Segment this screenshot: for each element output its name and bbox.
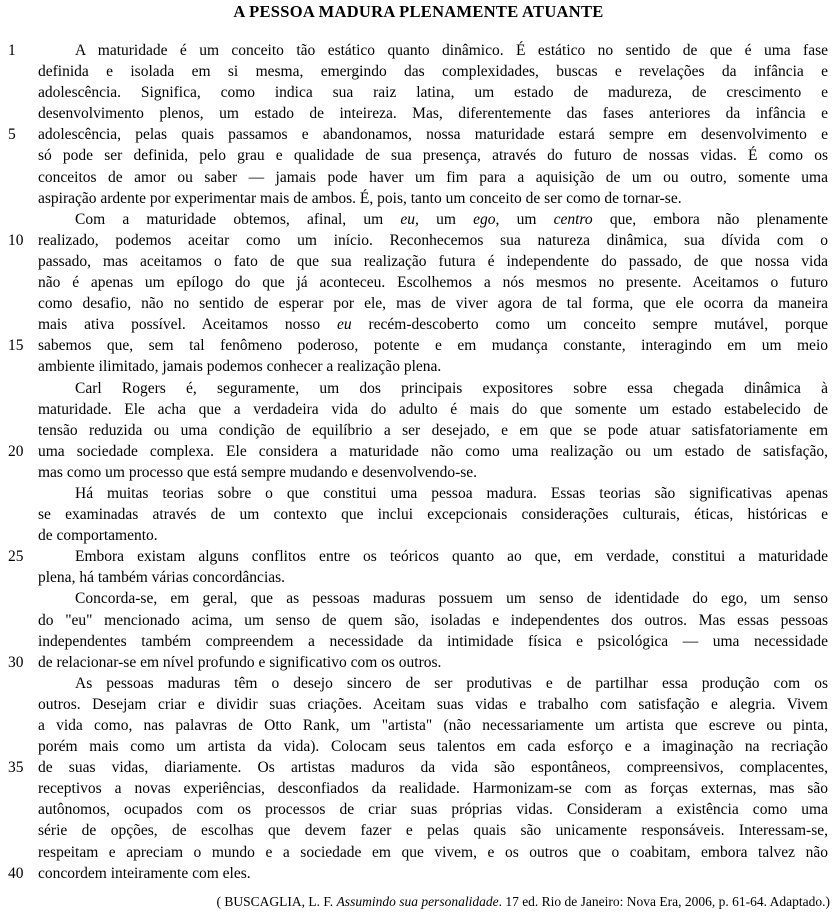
text-line-row bbox=[0, 209, 837, 230]
citation-book-title: Assumindo sua personalidade bbox=[336, 894, 499, 909]
text-line-row bbox=[0, 167, 837, 188]
text-segment: a vida como, nas palavras de Otto Rank, um "artista" (não necessariamente um artista que escreve ou pinta, bbox=[38, 717, 828, 734]
text-segment: mais ativa possível. Aceitamos nosso bbox=[38, 316, 337, 334]
line-number: 15 bbox=[8, 337, 24, 355]
text-line bbox=[38, 82, 837, 103]
text-line-row bbox=[0, 820, 837, 841]
line-number bbox=[0, 736, 38, 757]
line-number bbox=[0, 588, 38, 609]
line-number bbox=[0, 61, 38, 82]
text-line bbox=[38, 588, 837, 609]
line-number bbox=[0, 378, 38, 399]
line-number bbox=[0, 167, 38, 188]
text-line bbox=[38, 778, 837, 799]
text-line-row bbox=[0, 504, 837, 525]
line-number bbox=[0, 209, 38, 230]
text-segment: independentes também compreendem a necessidade da intimidade física e psicológica — uma necessidade bbox=[38, 632, 828, 650]
text-segment: Há muitas teorias sobre o que constitui uma pessoa madura. Essas teorias são significativas apenas bbox=[75, 484, 828, 502]
text-segment: porém mais como um artista da vida). Colocam seus talentos em cada esforço e a imaginação na recriação bbox=[38, 738, 828, 756]
text-line-row bbox=[0, 145, 837, 166]
line-number: 20 bbox=[8, 442, 24, 460]
text-line-row bbox=[0, 462, 837, 483]
line-number: 25 bbox=[8, 548, 24, 566]
text-line bbox=[38, 757, 837, 778]
text-line-row bbox=[0, 863, 837, 884]
italic-text-segment: centro bbox=[553, 210, 593, 228]
line-number bbox=[0, 799, 38, 820]
line-number bbox=[0, 610, 38, 631]
text-segment: As pessoas maduras têm o desejo sincero de ser produtivas e de partilhar essa produção com os bbox=[75, 674, 828, 692]
text-line bbox=[38, 673, 837, 694]
line-number bbox=[0, 103, 38, 124]
text-line bbox=[38, 251, 837, 272]
text-line-row bbox=[0, 736, 837, 757]
text-segment: aspiração ardente por experimentar mais de ambos. É, pois, tanto um conceito de ser como de tornar-se. bbox=[38, 189, 682, 207]
line-number bbox=[0, 293, 38, 314]
line-number bbox=[0, 145, 38, 166]
line-number bbox=[0, 525, 38, 546]
text-segment: de relacionar-se em nível profundo e significativo com os outros. bbox=[38, 653, 442, 671]
text-line-row bbox=[0, 40, 837, 61]
text-line bbox=[38, 736, 837, 757]
text-segment: plena, há também várias concordâncias. bbox=[38, 569, 286, 587]
text-line-row bbox=[0, 694, 837, 715]
text-segment: outros. Desejam criar e dividir suas criações. Aceitam suas vidas e trabalho com satisfação e alegria. Vivem bbox=[38, 695, 828, 713]
text-line-row bbox=[0, 715, 837, 736]
text-line bbox=[38, 799, 837, 820]
italic-text-segment: eu, bbox=[400, 210, 419, 228]
line-number bbox=[0, 399, 38, 420]
text-segment: adolescência. Significa, como indica sua raiz latina, um estado de madureza, de crescimento e bbox=[38, 84, 828, 102]
text-segment: A maturidade é um conceito tão estático quanto dinâmico. É estático no sentido de que é uma fase bbox=[75, 42, 828, 59]
text-segment: definida e isolada em si mesma, emergindo das complexidades, buscas e revelações da infância e bbox=[38, 63, 828, 81]
text-line bbox=[38, 293, 837, 314]
text-segment: tensão reduzida ou uma condição de equilíbrio a ser desejado, e em que se pode atuar satisfatoriamente em bbox=[38, 421, 828, 439]
text-line-row bbox=[0, 124, 837, 145]
text-line bbox=[38, 525, 837, 546]
text-line bbox=[38, 356, 837, 377]
text-segment: que, embora não plenamente bbox=[592, 210, 829, 228]
line-number bbox=[0, 715, 38, 736]
citation bbox=[217, 894, 831, 910]
line-number bbox=[0, 483, 38, 504]
text-line bbox=[38, 167, 837, 188]
text-line-row bbox=[0, 293, 837, 314]
text-line bbox=[38, 694, 837, 715]
text-line bbox=[38, 462, 837, 483]
text-line-row bbox=[0, 335, 837, 356]
text-line-row bbox=[0, 610, 837, 631]
text-line-row bbox=[0, 567, 837, 588]
text-segment: Concorda-se, em geral, que as pessoas maduras possuem um senso de identidade do ego, um senso bbox=[75, 590, 828, 608]
text-line bbox=[38, 209, 837, 230]
text-line-row bbox=[0, 251, 837, 272]
text-segment: maturidade. Ele acha que a verdadeira vida do adulto é mais do que somente um estado estabelecido de bbox=[38, 400, 828, 418]
line-number bbox=[0, 356, 38, 377]
document-title: A PESSOA MADURA PLENAMENTE ATUANTE bbox=[233, 2, 604, 21]
citation-post: . 17 ed. Rio de Janeiro: Nova Era, 2006, p. 61-64. Adaptado.) bbox=[498, 894, 830, 909]
text-line bbox=[38, 631, 837, 652]
line-number bbox=[0, 567, 38, 588]
text-line-row bbox=[0, 356, 837, 377]
text-segment: de suas vidas, diariamente. Os artistas maduros da vida são espontâneos, compreensivos, complacentes, bbox=[38, 759, 828, 777]
line-number bbox=[0, 314, 38, 335]
text-line-row bbox=[0, 673, 837, 694]
text-line bbox=[38, 145, 837, 166]
text-line-row bbox=[0, 420, 837, 441]
text-line-row bbox=[0, 399, 837, 420]
text-segment: um bbox=[418, 210, 474, 228]
line-number: 5 bbox=[8, 126, 16, 144]
citation-pre: ( BUSCAGLIA, L. F. bbox=[216, 894, 337, 909]
text-line-row bbox=[0, 842, 837, 863]
text-segment: respeitam e apreciam o mundo e a sociedade em que vivem, e os outros que o coabitam, embora talvez não bbox=[38, 843, 828, 861]
text-line-row bbox=[0, 314, 837, 335]
text-line bbox=[38, 820, 837, 841]
text-segment: realizado, podemos aceitar como um início. Reconhecemos sua natureza dinâmica, sua dívida com o bbox=[38, 231, 828, 249]
text-segment: Embora existam alguns conflitos entre os teóricos quanto ao que, em verdade, constitui a maturidade bbox=[75, 548, 828, 566]
text-line-row bbox=[0, 757, 837, 778]
text-line-row bbox=[0, 588, 837, 609]
text-line bbox=[38, 441, 837, 462]
italic-text-segment: eu bbox=[337, 316, 352, 334]
text-segment: de comportamento. bbox=[38, 527, 158, 545]
text-line bbox=[38, 567, 837, 588]
text-line-row bbox=[0, 546, 837, 567]
text-segment: se examinadas através de um contexto que inclui excepcionais considerações culturais, éticas, históricas e bbox=[38, 506, 828, 524]
text-line-row bbox=[0, 61, 837, 82]
text-line-row bbox=[0, 103, 837, 124]
text-segment: só pode ser definida, pelo grau e qualidade de sua presença, através do futuro de nossas vidas. É como os bbox=[38, 147, 828, 165]
text-line-row bbox=[0, 778, 837, 799]
text-line bbox=[38, 842, 837, 863]
text-line bbox=[38, 314, 837, 335]
text-segment: série de opções, de escolhas que devem fazer e pelas quais são unicamente responsáveis. Interessam-se, bbox=[38, 822, 828, 840]
text-line-row bbox=[0, 631, 837, 652]
text-line bbox=[38, 610, 837, 631]
line-number bbox=[0, 272, 38, 293]
line-number bbox=[0, 462, 38, 483]
text-line bbox=[38, 188, 837, 209]
text-line bbox=[38, 504, 837, 525]
text-segment: uma sociedade complexa. Ele considera a maturidade não como uma realização ou um estado de satisfação, bbox=[38, 442, 828, 460]
text-segment: concordem inteiramente com eles. bbox=[38, 864, 251, 882]
line-number: 40 bbox=[8, 864, 24, 882]
text-line-row bbox=[0, 188, 837, 209]
text-line bbox=[38, 863, 837, 884]
text-line bbox=[38, 420, 837, 441]
line-number bbox=[0, 251, 38, 272]
text-segment: autônomos, ocupados com os processos de criar suas próprias vidas. Consideram a existência como uma bbox=[38, 801, 828, 819]
text-segment: como desafio, não no sentido de esperar por ele, mas de viver agora de tal forma, que ele ocorra da maneira bbox=[38, 295, 828, 313]
text-line-row bbox=[0, 378, 837, 399]
text-line bbox=[38, 124, 837, 145]
text-line-row bbox=[0, 652, 837, 673]
text-segment: sabemos que, sem tal fenômeno poderoso, potente e em mudança constante, interagindo em um meio bbox=[38, 337, 828, 355]
text-line bbox=[38, 335, 837, 356]
line-number bbox=[0, 82, 38, 103]
line-number: 35 bbox=[8, 759, 24, 777]
line-number bbox=[0, 631, 38, 652]
line-number bbox=[0, 504, 38, 525]
text-line bbox=[38, 103, 837, 124]
line-number: 30 bbox=[8, 653, 24, 671]
text-segment: conceitos de amor ou saber — jamais pode haver um fim para a aquisição de um ou outro, somente uma bbox=[38, 168, 828, 186]
text-line-row bbox=[0, 525, 837, 546]
line-number bbox=[0, 673, 38, 694]
text-lines bbox=[0, 40, 837, 884]
text-line bbox=[38, 483, 837, 504]
text-segment: Carl Rogers é, seguramente, um dos principais expositores sobre essa chegada dinâmica à bbox=[75, 379, 828, 397]
text-segment: recém-descoberto como um conceito sempre mutável, porque bbox=[351, 316, 828, 334]
text-line bbox=[38, 652, 837, 673]
line-number: 1 bbox=[8, 42, 16, 59]
text-line bbox=[38, 715, 837, 736]
text-segment: adolescência, pelas quais passamos e abandonamos, nossa maturidade estará sempre em desenvolvimento e bbox=[38, 126, 828, 144]
text-line bbox=[38, 272, 837, 293]
line-number bbox=[0, 694, 38, 715]
line-number bbox=[0, 842, 38, 863]
text-line bbox=[38, 546, 837, 567]
text-line bbox=[38, 399, 837, 420]
line-number bbox=[0, 820, 38, 841]
line-number bbox=[0, 778, 38, 799]
text-segment: Com a maturidade obtemos, afinal, um bbox=[75, 210, 401, 228]
line-number bbox=[0, 420, 38, 441]
text-segment: receptivos a novas experiências, desconfiados da realidade. Harmonizam-se com as forças externas, mas são bbox=[38, 780, 828, 798]
text-segment: desenvolvimento plenos, um estado de inteireza. Mas, diferentemente das fases anteriores da infância e bbox=[38, 105, 828, 123]
text-segment: ambiente ilimitado, jamais podemos conhecer a realização plena. bbox=[38, 358, 442, 376]
text-line bbox=[38, 61, 837, 82]
text-line-row bbox=[0, 230, 837, 251]
text-line bbox=[38, 378, 837, 399]
text-line-row bbox=[0, 441, 837, 462]
italic-text-segment: ego, bbox=[473, 210, 500, 228]
line-number bbox=[0, 188, 38, 209]
text-line bbox=[38, 40, 837, 61]
text-line-row bbox=[0, 483, 837, 504]
text-segment: passado, mas aceitamos o fato de que sua realização futura é independente do passado, de que nossa vida bbox=[38, 252, 828, 270]
text-segment: não é apenas um epílogo do que já aconteceu. Escolhemos a nós mesmos no presente. Aceitamos o futuro bbox=[38, 274, 828, 292]
line-number: 10 bbox=[8, 231, 24, 249]
text-line-row bbox=[0, 82, 837, 103]
text-line-row bbox=[0, 272, 837, 293]
text-segment: mas como um processo que está sempre mudando e desenvolvendo-se. bbox=[38, 463, 478, 481]
text-line bbox=[38, 230, 837, 251]
text-segment: do "eu" mencionado acima, um senso de quem são, isoladas e independentes dos outros. Mas essas pessoas bbox=[38, 611, 828, 629]
text-line-row bbox=[0, 799, 837, 820]
text-segment: um bbox=[499, 210, 554, 228]
